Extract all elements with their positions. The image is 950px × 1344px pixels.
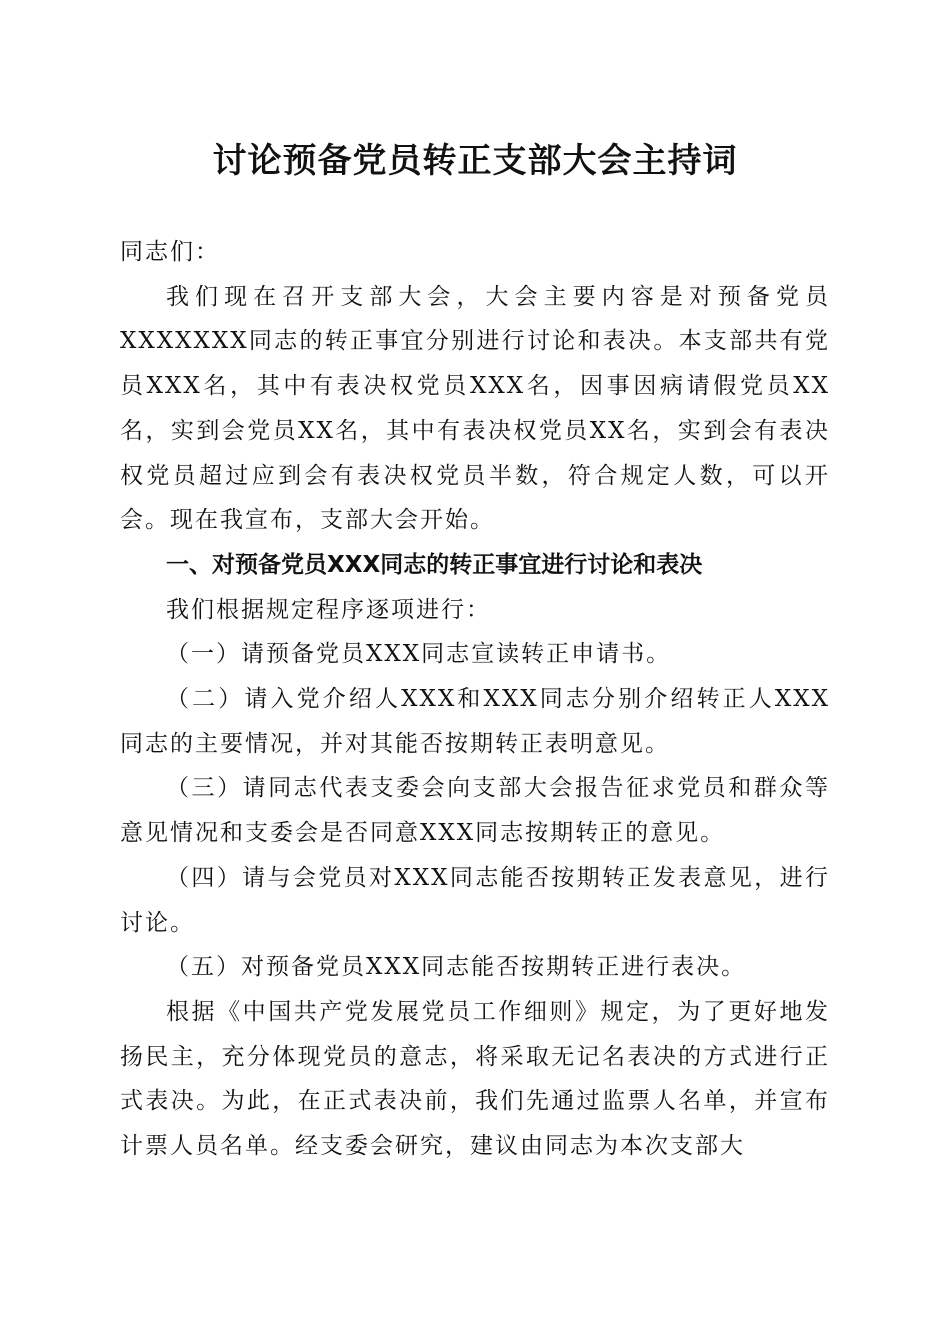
- section-heading: 一、对预备党员XXX同志的转正事宜进行讨论和表决: [166, 551, 703, 578]
- salutation: 同志们：: [120, 239, 220, 265]
- step-4: （四）请与会党员对XXX同志能否按期转正发表意见，进行讨论。: [120, 864, 830, 936]
- voting-paragraph: 根据《中国共产党发展党员工作细则》规定，为了更好地发扬民主，充分体现党员的意志，将采取无记名表决的方式进行正式表决。为此，在正式表决前，我们先通过监票人名单，并宣布计票人员名单。经支委会研究，建议由同志为本次支部大: [120, 998, 830, 1160]
- opening-paragraph: 我们现在召开支部大会，大会主要内容是对预备党员XXXXXXX同志的转正事宜分别进行讨论和表决。本支部共有党员XXX名，其中有表决权党员XXX名，因事因病请假党员XX名，实到会党员XX名，其中有表决权党员XX名，实到会有表决权党员超过应到会有表决权党员半数，符合规定人数，可以开会。现在我宣布，支部大会开始。: [120, 283, 830, 534]
- procedure-intro: 我们根据规定程序逐项进行：: [166, 596, 491, 623]
- document-body: [120, 230, 830, 1169]
- step-2: （二）请入党介绍人XXX和XXX同志分别介绍转正人XXX同志的主要情况，并对其能否按期转正表明意见。: [120, 686, 830, 757]
- step-5: （五）对预备党员XXX同志能否按期转正进行表决。: [166, 954, 747, 981]
- step-3: （三）请同志代表支委会向支部大会报告征求党员和群众等意见情况和支委会是否同意XXX同志按期转正的意见。: [120, 775, 830, 847]
- document-title: 讨论预备党员转正支部大会主持词: [212, 141, 738, 181]
- step-1: （一）请预备党员XXX同志宣读转正申请书。: [166, 641, 672, 668]
